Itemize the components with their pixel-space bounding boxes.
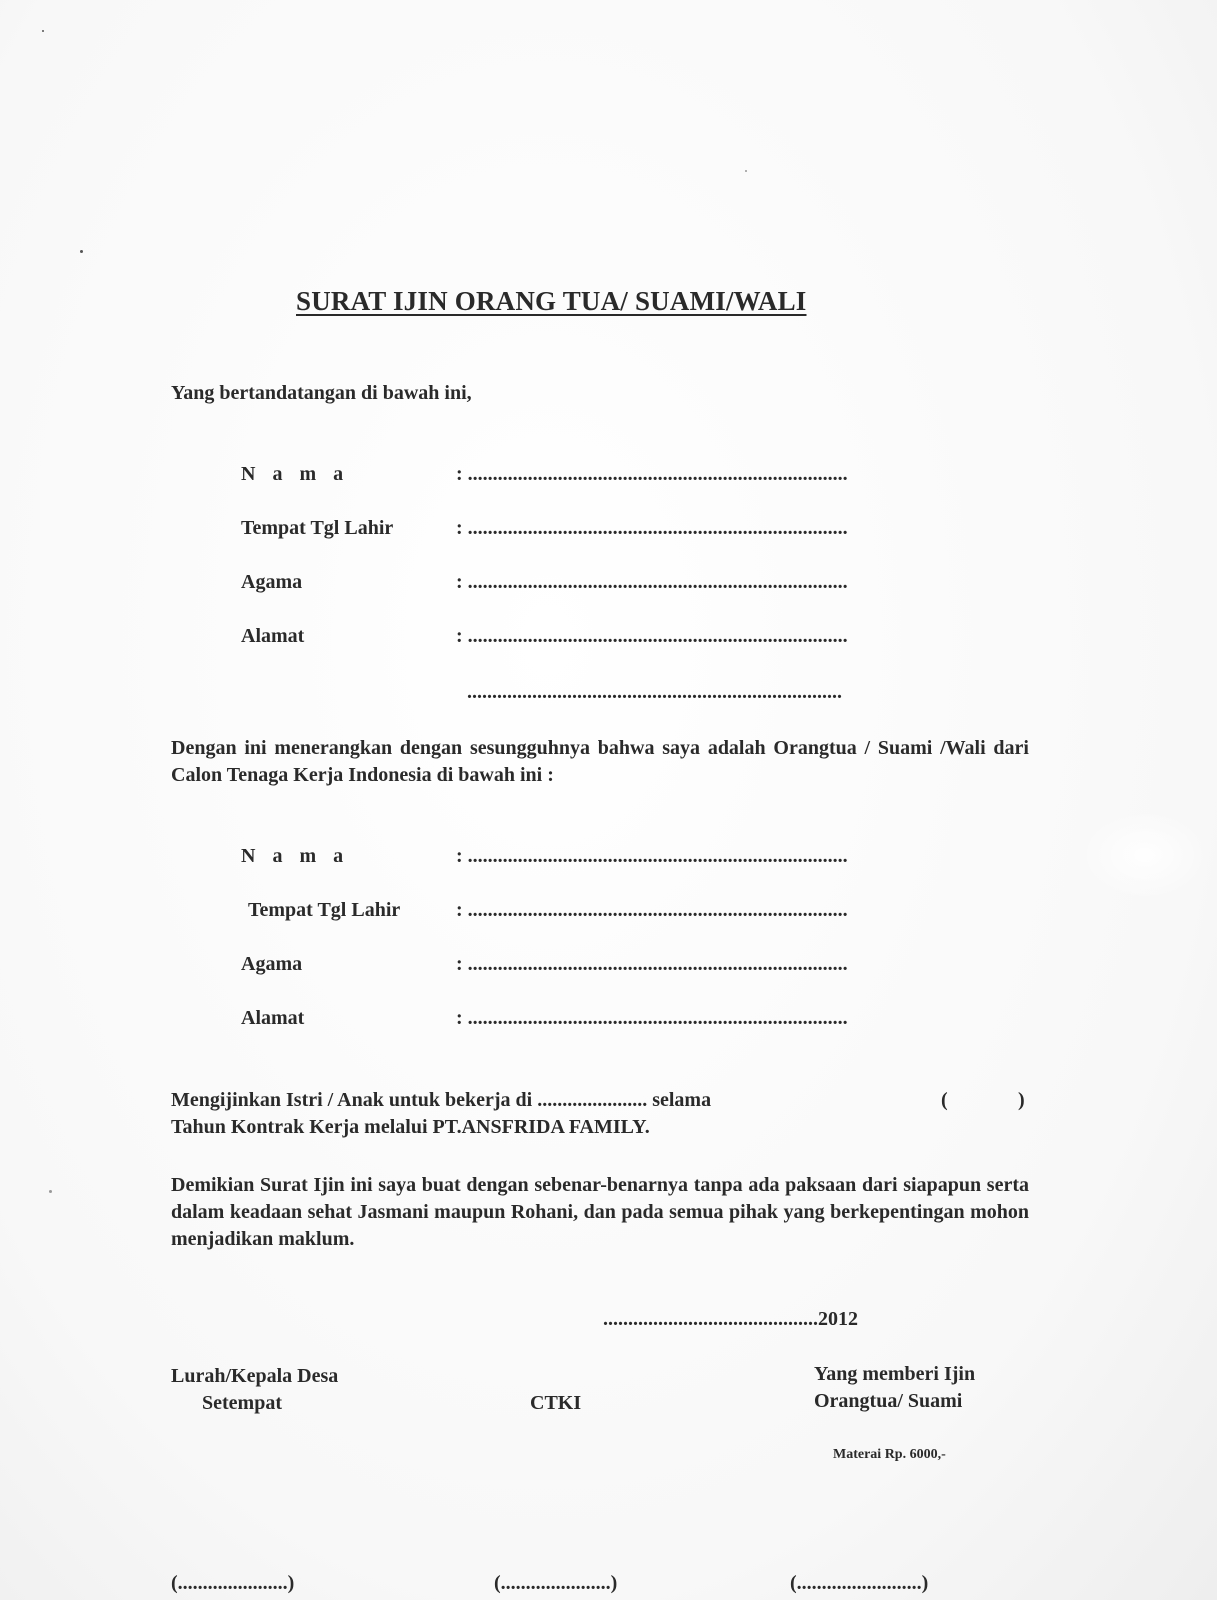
worker-birth-label: Tempat Tgl Lahir [248, 899, 401, 921]
parent-religion-label: Agama [241, 571, 303, 593]
worker-name-field: : ............................................................................ [456, 845, 848, 867]
intro-text: Yang bertandatangan di bawah ini, [171, 382, 472, 404]
worker-religion-field: : ............................................................................ [456, 953, 848, 975]
scan-smudge [1080, 810, 1210, 900]
closing-paragraph: Demikian Surat Ijin ini saya buat dengan sebenar-benarnya tanpa ada paksaan dari siapapun serta dalam keadaan sehat Jasmani maupun Rohani, dan pada semua pihak yang berkepentingan mohon menjadikan maklum. [171, 1174, 1029, 1250]
parent-address-label: Alamat [241, 625, 305, 647]
worker-name-label: N a m a [241, 845, 350, 867]
scan-speck [80, 250, 83, 253]
giver-title-line-2: Orangtua/ Suami [814, 1390, 963, 1412]
permission-line-1: Mengijinkan Istri / Anak untuk bekerja di ...................... selama [171, 1089, 712, 1111]
parent-address-field: : ............................................................................ [456, 625, 848, 647]
document-title: SURAT IJIN ORANG TUA/ SUAMI/WALI [296, 286, 807, 316]
village-head-signature-blank: (......................) [171, 1572, 295, 1594]
village-head-title-line-2: Setempat [202, 1392, 282, 1414]
scan-speck [42, 30, 44, 32]
parent-birth-label: Tempat Tgl Lahir [241, 517, 394, 539]
giver-signature-blank: (.........................) [790, 1572, 929, 1594]
worker-address-label: Alamat [241, 1007, 305, 1029]
date-line: ...........................................2012 [603, 1308, 858, 1330]
parent-address-extra-field: ........................................................................... [467, 681, 842, 703]
statement-paragraph: Dengan ini menerangkan dengan sesungguhnya bahwa saya adalah Orangtua / Suami /Wali dari Calon Tenaga Kerja Indonesia di bawah ini : [171, 737, 1029, 786]
parent-birth-field: : ............................................................................ [456, 517, 848, 539]
ctki-title: CTKI [530, 1392, 582, 1414]
worker-address-field: : ............................................................................ [456, 1007, 848, 1029]
permission-line-2: Tahun Kontrak Kerja melalui PT.ANSFRIDA FAMILY. [171, 1116, 650, 1138]
parent-name-field: : ............................................................................ [456, 463, 848, 485]
worker-birth-field: : ............................................................................ [456, 899, 848, 921]
scan-speck [49, 1190, 52, 1193]
contract-years-bracket-close: ) [1018, 1089, 1025, 1111]
scan-speck [745, 170, 747, 172]
worker-religion-label: Agama [241, 953, 303, 975]
giver-title-line-1: Yang memberi Ijin [814, 1363, 976, 1385]
materai-label: Materai Rp. 6000,- [833, 1447, 946, 1462]
village-head-title-line-1: Lurah/Kepala Desa [171, 1365, 339, 1387]
parent-name-label: N a m a [241, 463, 350, 485]
contract-years-bracket-open: ( [941, 1089, 948, 1111]
ctki-signature-blank: (......................) [494, 1572, 618, 1594]
parent-religion-field: : ............................................................................ [456, 571, 848, 593]
